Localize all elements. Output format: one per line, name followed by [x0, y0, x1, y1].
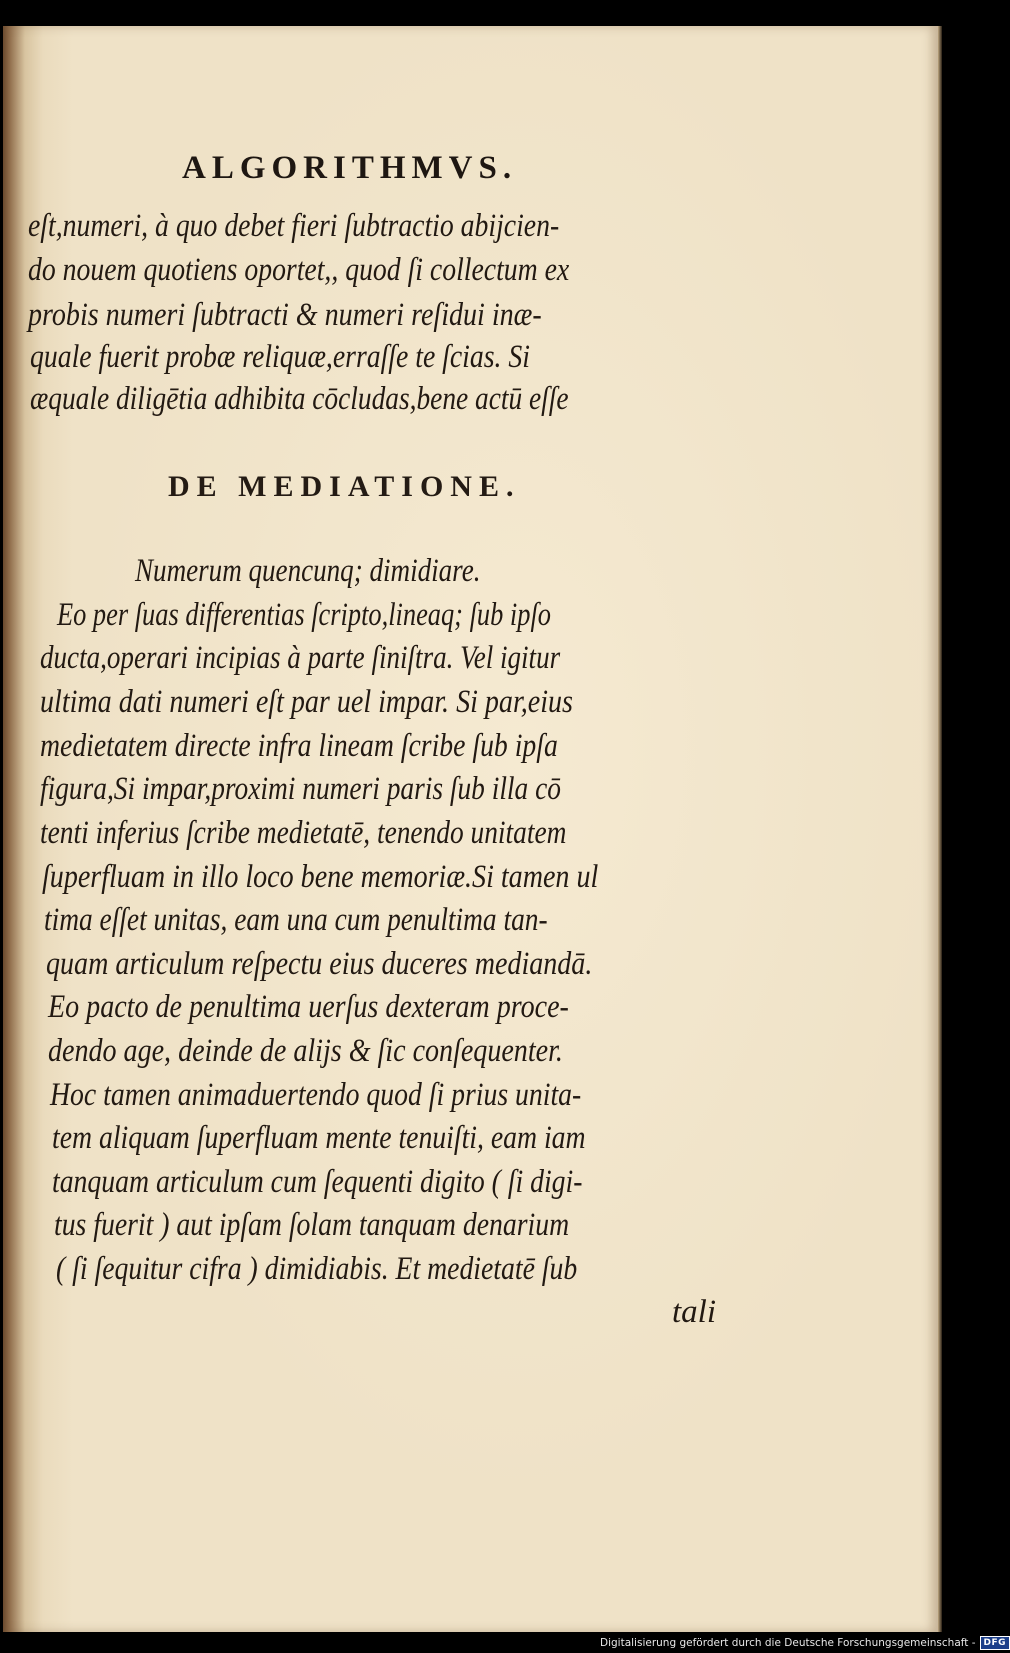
- text-line: Hoc tamen animaduertendo quod ſi prius unita-: [50, 1077, 582, 1113]
- text-line: quam articulum reſpectu eius duceres mediandā.: [46, 946, 593, 982]
- section-subheading: Numerum quencunq; dimidiare.: [135, 553, 481, 589]
- text-line: tima eſſet unitas, eam una cum penultima tan-: [44, 902, 548, 938]
- text-line: medietatem directe infra lineam ſcribe ſub ipſa: [40, 728, 558, 764]
- text-line: ſuperfluam in illo loco bene memoriæ.Si tamen ul: [42, 859, 599, 895]
- text-line: ultima dati numeri eſt par uel impar. Si par,eius: [40, 684, 573, 720]
- credit-text: Digitalisierung gefördert durch die Deutsche Forschungsgemeinschaft -: [600, 1637, 976, 1649]
- page-edge: [938, 26, 942, 1632]
- section-title: DE MEDIATIONE.: [168, 470, 521, 503]
- running-head: ALGORITHMVS.: [182, 150, 518, 186]
- text-line: figura,Si impar,proximi numeri paris ſub illa cō: [40, 771, 561, 807]
- text-line: eſt,numeri, à quo debet fieri ſubtractio abijcien-: [28, 208, 560, 244]
- text-line: quale fuerit probæ reliquæ,erraſſe te ſcias. Si: [30, 339, 530, 375]
- text-line: Eo per ſuas differentias ſcripto,lineaq; ſub ipſo: [57, 597, 551, 633]
- text-line: æquale diligētia adhibita cōcludas,bene actū eſſe: [30, 381, 569, 417]
- text-line: tem aliquam ſuperfluam mente tenuiſti, eam iam: [52, 1120, 586, 1156]
- text-line: tus fuerit ) aut ipſam ſolam tanquam denarium: [54, 1207, 570, 1243]
- catchword: tali: [672, 1294, 717, 1330]
- text-line: ducta,operari incipias à parte ſiniſtra. Vel igitur: [40, 640, 561, 676]
- text-line: Eo pacto de penultima uerſus dexteram proce-: [48, 989, 569, 1025]
- digitization-credit: [600, 1636, 1010, 1650]
- text-line: tenti inferius ſcribe medietatē, tenendo unitatem: [40, 815, 567, 851]
- text-line: probis numeri ſubtracti & numeri reſidui inæ-: [28, 297, 542, 333]
- text-line: do nouem quotiens oportet,, quod ſi collectum ex: [28, 252, 570, 288]
- text-line: dendo age, deinde de alijs & ſic conſequenter.: [48, 1033, 563, 1069]
- text-line: tanquam articulum cum ſequenti digito ( ſi digi-: [52, 1164, 583, 1200]
- text-line: ( ſi ſequitur cifra ) dimidiabis. Et medietatē ſub: [56, 1251, 578, 1287]
- dfg-logo: DFG: [980, 1636, 1010, 1650]
